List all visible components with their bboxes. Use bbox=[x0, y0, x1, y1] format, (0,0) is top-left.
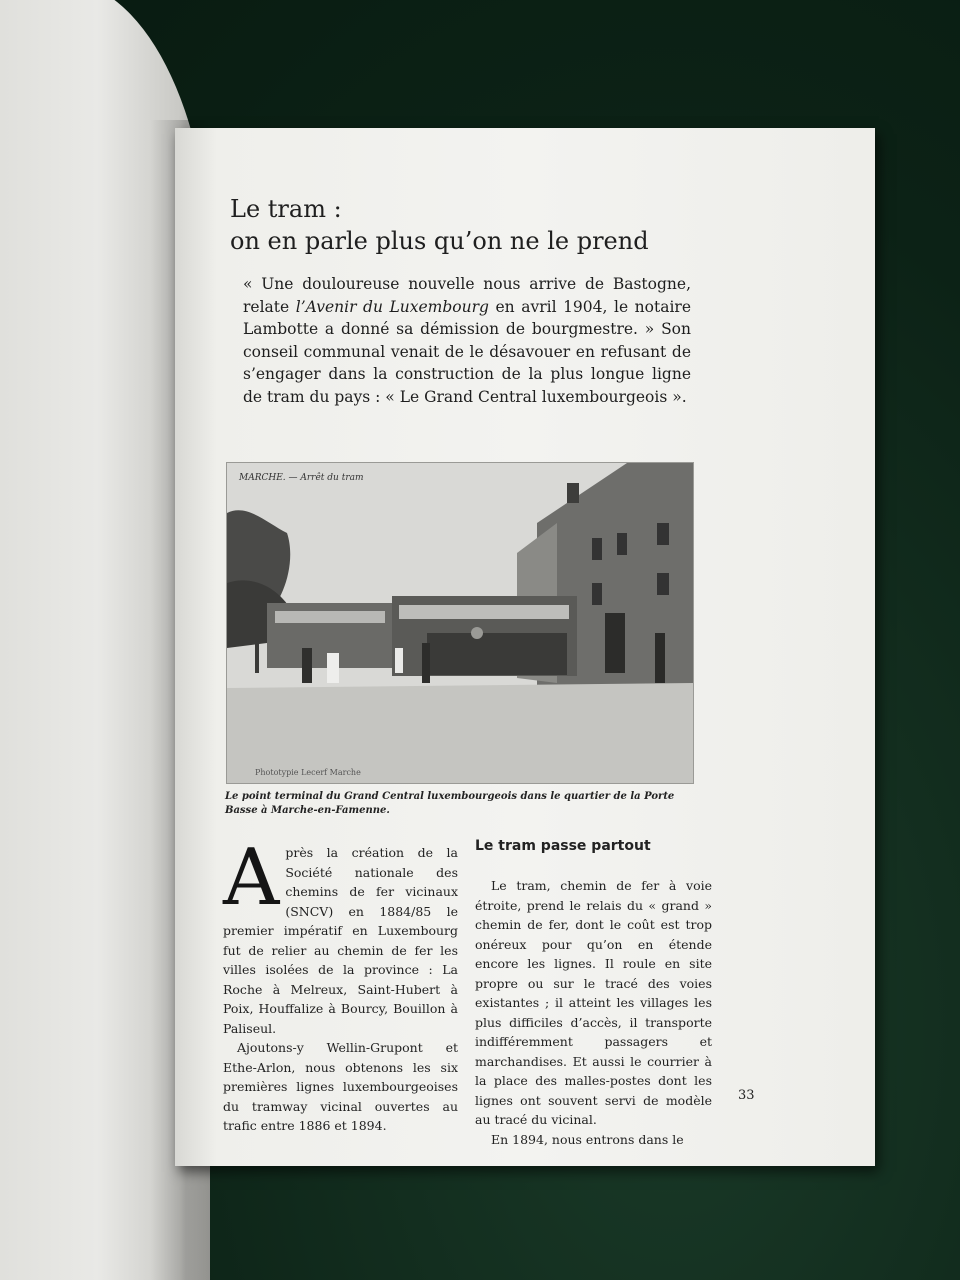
left-paragraph-2: Ajoutons-y Wellin-Grupont et Ethe-Arlon, nous obtenons les six premières lignes luxembourgeoises du tramway vicinal ouvertes au trafic entre 1886 et 1894. bbox=[223, 1040, 458, 1133]
drop-cap: A bbox=[223, 833, 280, 923]
intro-text-1: « Une douloureuse nouvelle nous arrive de Bastogne, relate bbox=[243, 275, 691, 316]
page-title bbox=[230, 193, 830, 257]
right-paragraph-2: En 1894, nous entrons dans le bbox=[491, 1131, 684, 1147]
left-column bbox=[223, 833, 458, 1136]
photo-caption: Le point terminal du Grand Central luxembourgeois dans le quartier de la Porte Basse à Marche-en-Famenne. bbox=[225, 791, 675, 816]
book-page bbox=[175, 128, 875, 1166]
section-subheading: Le tram passe partout bbox=[475, 838, 651, 854]
title-line-2: on en parle plus qu’on ne le prend bbox=[230, 227, 649, 255]
intro-text-2: en avril 1904, le notaire Lambotte a donné sa démission de bourgmestre. » Son conseil communal venait de le désavouer en refusant de s’engager dans la construction de la plus longue ligne de tram du pays : « Le Grand Central luxembourgeois ». bbox=[243, 297, 691, 406]
right-paragraph-1: Le tram, chemin de fer à voie étroite, prend le relais du « grand » chemin de fer, dont le coût est trop onéreux pour qu’on en étende encore les lignes. Il roule en site propre ou sur le tracé des voies existantes ; il atteint les villages les plus difficiles d’accès, il transporte indifféremment passagers et marchandises. Et aussi le courrier à la place des malles-postes dont les lignes ont souvent servi de modèle au tracé du vicinal. bbox=[475, 878, 712, 1127]
photo-footer-label: Phototypie Lecerf Marche bbox=[255, 768, 361, 777]
running-head bbox=[595, 154, 815, 164]
page-number: 33 bbox=[738, 1088, 755, 1103]
left-paragraph-1: près la création de la Société nationale des chemins de fer vicinaux (SNCV) en 1884/85 le premier impératif en Luxembourg fut de relier au chemin de fer les villes isolées de la province : La Roche à Melreux, Saint-Hubert à Poix, Houffalize à Bourcy, Bouillon à Paliseul. bbox=[223, 845, 458, 1036]
title-line-1: Le tram : bbox=[230, 195, 342, 223]
intro-paragraph bbox=[243, 273, 691, 409]
intro-italic-title: l’Avenir du Luxembourg bbox=[295, 297, 489, 316]
tram-photo-illustration bbox=[227, 463, 693, 783]
right-column bbox=[475, 836, 712, 1149]
historic-photo bbox=[226, 462, 694, 784]
photo-header-label: MARCHE. — Arrêt du tram bbox=[239, 473, 364, 483]
